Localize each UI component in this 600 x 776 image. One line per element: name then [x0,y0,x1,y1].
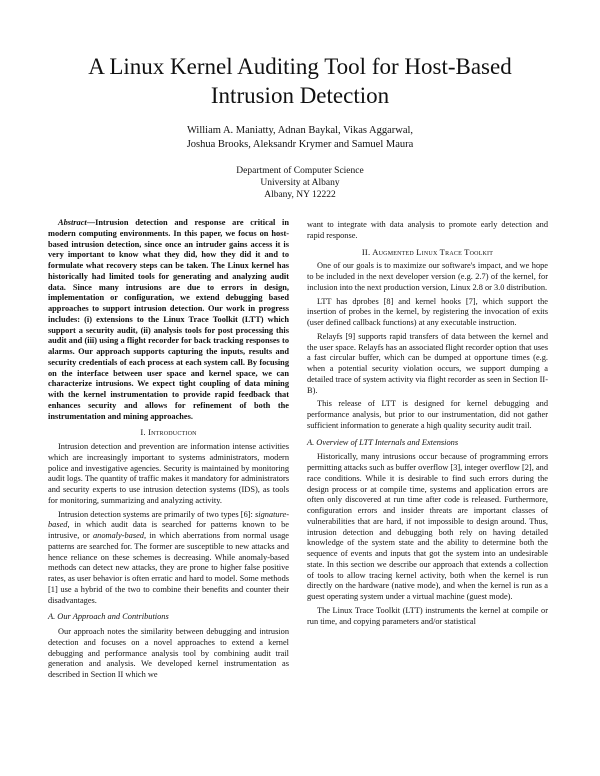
term-anomaly-based: anomaly-based [92,531,144,540]
approach-paragraph-1: Our approach notes the similarity between debugging and intrusion detection and focuses on a novel approaches to extend a kernel debugging and performance analysis tool by combining audit trail generation and analysis. We developed kernel instrumentation as described in Section II which we [48,627,289,679]
title-line-2: Intrusion Detection [210,83,390,108]
term-signature-based: signature-based [48,509,289,530]
intro-paragraph-1: Intrusion detection and prevention are information intense activities which are increasingly important to systems administrators, modern police and investigative agencies. Security is maintained by monitoring audit logs. The quantity of traffic makes it mandatory for administrators and security experts to use intrusion detection systems (IDS), as tools for monitoring, summarizing and analyzing activity. [48,442,289,505]
left-column [48,218,289,684]
right-column [307,220,548,630]
ltt-paragraph-1: One of our goals is to maximize our software's impact, and we hope to be included in the next developer version (e.g. 2.7) of the kernel, for inclusion into the next production version, Linux 2.8 or 3.0 distribution. [307,261,548,292]
abstract-lead: Abstract [58,218,87,227]
overview-paragraph-2: The Linux Trace Toolkit (LTT) instruments the kernel at compile or run time, and copying parameters and/or statistical [307,605,548,626]
author-list [40,124,560,151]
affiliation [40,165,560,201]
intro-p2-part-a: Intrusion detection systems are primarily of two types [6]: [58,509,255,519]
affiliation-department: Department of Computer Science [236,166,364,176]
abstract [48,218,289,422]
authors-line-2: Joshua Brooks, Aleksandr Krymer and Samuel Maura [186,138,414,150]
title-line-1: A Linux Kernel Auditing Tool for Host-Based [88,54,512,79]
section-heading-augmented-ltt: II. Augmented Linux Trace Toolkit [361,246,494,257]
abstract-text: —Intrusion detection and response are critical in modern computing environments. In this paper, we focus on host-based intrusion detection, since once an intruder gains access it is very important to know what they did, how they did it and to formulate what recovery steps can be taken. The Linux kernel has historically had limited tools for generating and analyzing audit data. Since many intrusions are due to errors in design, implementation or configuration, we extend debugging based approaches to support intrusion detection. Our work in progress includes: (i) extensions to the Linux Trace Toolkit (LTT) which support a security audit, (ii) analysis tools for post processing this audit and (iii) using a flight recorder for back tracking responses to alarms. Our approach supports capturing the inputs, results and security credentials of each process at each system call. By focusing on the interface between user space and kernel space, we can characterize intrusions. We expect tight coupling of data mining with the kernel instrumentation to provide rapid feedback that enhances security and allows for refinement of both the instrumentation and mining approaches. [48,218,289,421]
intro-p2-part-b: , in which audit data is searched for patterns known to be intrusive, or [48,520,289,540]
paper-title [40,52,560,110]
overview-paragraph-1: Historically, many intrusions occur because of programming errors permitting attacks such as buffer overflow [3], integer overflow [2], and race conditions. While it is desirable to find such errors during the design process or at compile time, systems and application errors are often only discovered at run time after code is released. Furthermore, configuration errors and insider threats are important classes of vulnerabilities that are hard, if not impossible to design around. Thus, intrusion detection and debugging both rely on having detailed knowledge of the system state and the ability to determine both the sequence of events and inputs that got the system into an undesirable state. In this section we describe our approach that extends a collection of tools to allow tracing kernel activity, both when the kernel is run directly on the hardware (native mode), and when the kernel is run as a guest operating system under a virtual machine (guest mode). [307,452,548,601]
section-heading-introduction: I. Introduction [140,427,197,438]
continued-paragraph: want to integrate with data analysis to promote early detection and rapid response. [307,220,548,240]
subsection-heading-approach: A. Our Approach and Contributions [48,612,169,622]
intro-p2-part-c: , in which aberrations from normal usage patterns are searched for. The former are susceptible to new attacks and hence reliance on these schemes is decreasing. While anomaly-based methods can detect new attacks, they are prone to higher false positive rates, as user behavior is often erratic and hard to model. Some methods [1] use a hybrid of the two to combine their benefits and counter their disadvantages. [48,531,289,605]
authors-line-1: William A. Maniatty, Adnan Baykal, Vikas Aggarwal, [186,125,414,136]
affiliation-university: University at Albany [260,178,340,188]
ltt-paragraph-4: This release of LTT is designed for kernel debugging and performance analysis, but prior to our instrumentation, did not gather sufficient information to generate a high quality security audit trail. [307,399,548,430]
subsection-heading-overview: A. Overview of LTT Internals and Extensions [307,437,459,447]
affiliation-address: Albany, NY 12222 [264,190,336,200]
ltt-paragraph-3: Relayfs [9] supports rapid transfers of data between the kernel and the user space. Relayfs has an associated flight recorder option that uses a fast circular buffer, which can be dumped at opportune times (e.g. when a potential security violation occurs, we support dumping a detailed trace of system activity via flight recorder as seen in Section II-B). [307,331,548,395]
intro-paragraph-2 [48,510,289,607]
ltt-paragraph-2: LTT has dprobes [8] and kernel hooks [7], which support the insertion of probes in the kernel, by registering the invocation of exits (user defined callback functions) at any executable instruction. [307,296,548,327]
